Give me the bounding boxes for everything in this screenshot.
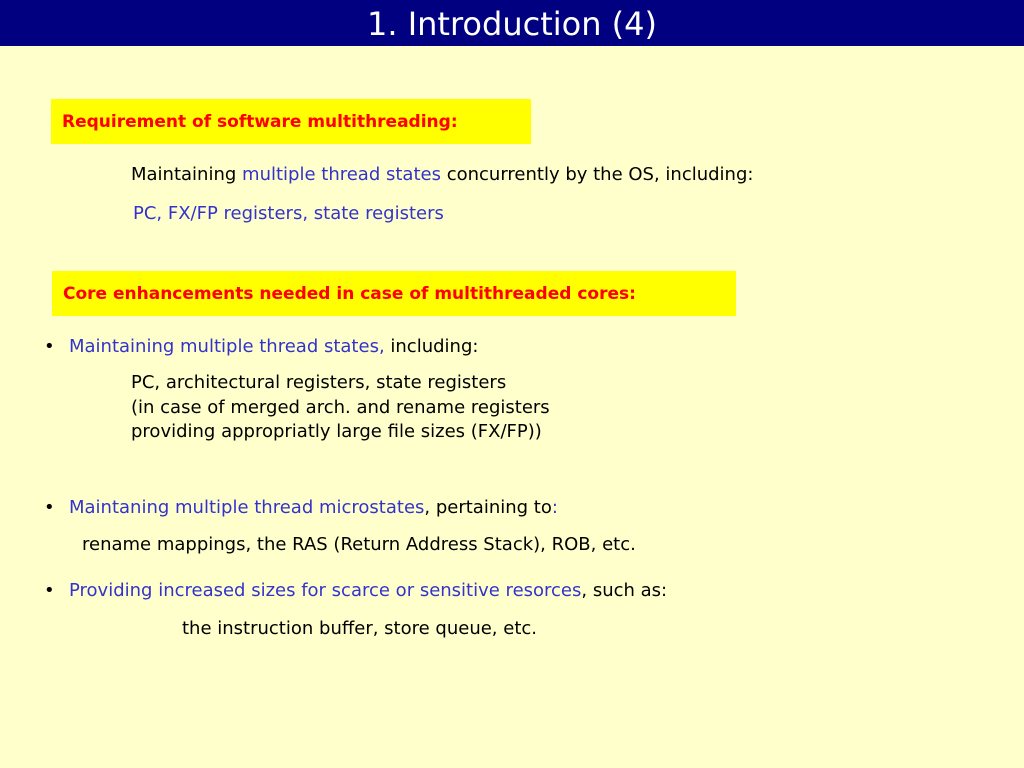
bullet-2-detail-1: rename mappings, the RAS (Return Address Stack), ROB, etc.	[82, 534, 636, 555]
requirement-line-1	[131, 164, 753, 186]
bullet-1-rest: including:	[384, 336, 479, 357]
bullet-2-text	[69, 497, 558, 519]
bullet-3-detail-1: the instruction buffer, store queue, etc.	[182, 618, 537, 639]
bullet-1-detail-3: providing appropriatly large file sizes (FX/FP))	[131, 421, 542, 442]
core-enhancements-heading: Core enhancements needed in case of multithreaded cores:	[63, 284, 636, 304]
bullet-3-rest: , such as:	[581, 580, 668, 601]
bullet-3-symbol: •	[44, 580, 55, 601]
slide-title: 1. Introduction (4)	[367, 5, 657, 43]
bullet-2-symbol: •	[44, 497, 55, 518]
bullet-3-highlight: Providing increased sizes for scarce or sensitive resorces	[69, 580, 582, 601]
bullet-1-highlight: Maintaining multiple thread states,	[69, 336, 385, 357]
bullet-3-text	[69, 580, 667, 602]
core-enhancements-callout	[52, 271, 736, 316]
requirement-heading: Requirement of software multithreading:	[62, 112, 458, 132]
title-bar	[0, 0, 1024, 46]
bullet-2-colon: :	[551, 497, 558, 518]
requirement-callout	[51, 99, 531, 144]
bullet-1-text	[69, 336, 478, 358]
requirement-line-1-part-3: concurrently by the OS, including:	[440, 164, 754, 185]
requirement-line-1-part-2: multiple thread states	[242, 164, 441, 185]
bullet-1-detail-1: PC, architectural registers, state registers	[131, 372, 507, 393]
requirement-line-2: PC, FX/FP registers, state registers	[133, 203, 444, 224]
bullet-2-highlight: Maintaning multiple thread microstates	[69, 497, 425, 518]
bullet-2-rest: , pertaining to	[424, 497, 552, 518]
requirement-line-1-part-1: Maintaining	[131, 164, 243, 185]
bullet-1-symbol: •	[44, 336, 55, 357]
bullet-1-detail-2: (in case of merged arch. and rename registers	[131, 397, 550, 418]
